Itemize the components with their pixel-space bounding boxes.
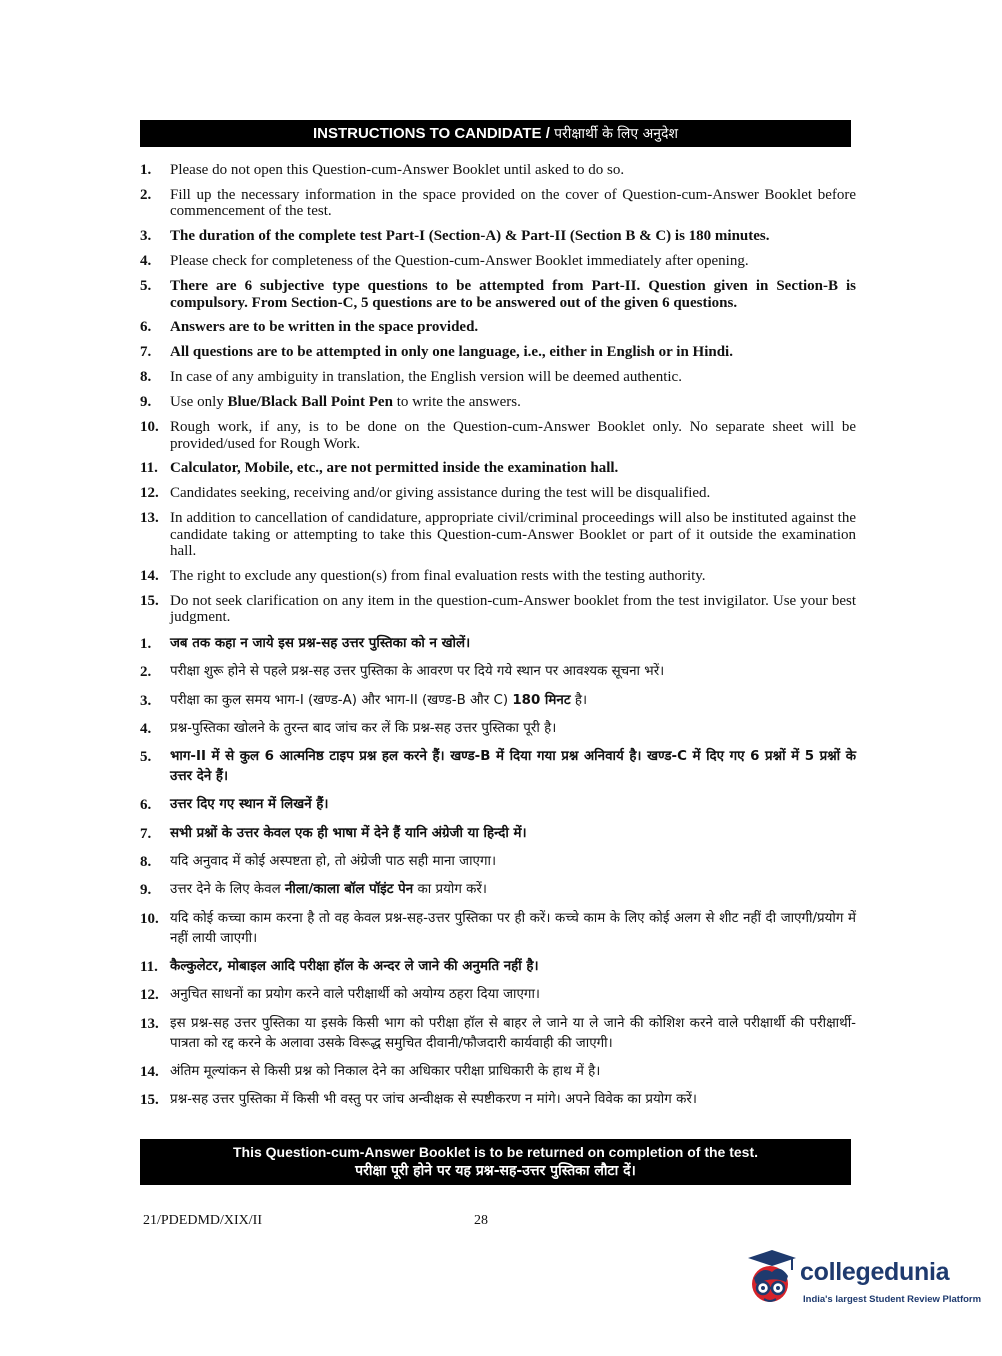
item-text: Please check for completeness of the Question-cum-Answer Booklet immediately after opening. [170, 253, 749, 270]
item-text: In addition to cancellation of candidature, appropriate civil/criminal proceedings will also be instituted against the candidate taking or attempting to take this Question-cum-Answer Booklet or part of it outside the examination hall. [170, 510, 856, 560]
item-text: The duration of the complete test Part-I (Section-A) & Part-II (Section B & C) is 180 minutes. [170, 228, 770, 245]
item-number: 6. [140, 319, 152, 336]
logo-brand: collegedunia [800, 1258, 950, 1286]
item-text-bold: नीला/काला बॉल पॉइंट पेन [284, 882, 414, 898]
list-item [140, 319, 856, 336]
item-text-post: to write the answers. [392, 394, 521, 411]
list-item [140, 369, 856, 386]
item-text [170, 394, 856, 411]
item-number: 12. [140, 987, 159, 1004]
item-number: 14. [140, 1063, 159, 1080]
item-text: अंतिम मूल्यांकन से किसी प्रश्न को निकाल देने का अधिकार परीक्षा प्राधिकारी के हाथ में है। [170, 1063, 601, 1079]
item-text: प्रश्न-सह उत्तर पुस्तिका में किसी भी वस्तु पर जांच अन्वीक्षक से स्पष्टीकरण न मांगे। अपने विवेक का प्रयोग करें। [170, 1092, 697, 1108]
item-text: Do not seek clarification on any item in the question-cum-Answer booklet from the test invigilator. Use your best judgment. [170, 592, 856, 626]
item-number: 3. [140, 692, 152, 709]
item-number: 5. [140, 749, 152, 766]
item-text: भाग-II में से कुल 6 आत्मनिष्ठ टाइप प्रश्न हल करने हैं। खण्ड-B में दिया गया प्रश्न अनिवार्य है। खण्ड-C में दिए गए 6 प्रश्नों में 5 प्रश्नों के उत्तर देने हैं। [170, 749, 856, 785]
item-number: 10. [140, 419, 159, 436]
item-text: All questions are to be attempted in only one language, i.e., either in English or in Hindi. [170, 344, 733, 361]
item-number: 6. [140, 797, 152, 814]
list-item [140, 162, 856, 179]
list-item [140, 1090, 856, 1110]
list-item [140, 253, 856, 270]
item-number: 8. [140, 369, 152, 386]
item-text: Fill up the necessary information in the space provided on the cover of Question-cum-Answer Booklet before commencement of the test. [170, 186, 856, 220]
item-number: 9. [140, 882, 152, 899]
list-item [140, 662, 856, 682]
item-number: 2. [140, 186, 152, 203]
list-item [140, 278, 856, 311]
item-text: यदि अनुवाद में कोई अस्पष्टता हो, तो अंग्रेजी पाठ सही माना जाएगा। [170, 854, 497, 870]
item-text: Rough work, if any, is to be done on the Question-cum-Answer Booklet only. No separate sheet will be provided/used for Rough Work. [170, 419, 856, 452]
item-number: 10. [140, 910, 159, 927]
list-item [140, 228, 856, 245]
list-item [140, 957, 856, 977]
item-text: There are 6 subjective type questions to be attempted from Part-II. Question given in Section-B is compulsory. From Section-C, 5 questions are to be answered out of the given 6 questions. [170, 278, 856, 311]
item-text: उत्तर दिए गए स्थान में लिखनें हैं। [170, 797, 329, 813]
collegedunia-logo [742, 1248, 982, 1312]
item-number: 14. [140, 568, 159, 585]
list-item [140, 1062, 856, 1082]
item-text: सभी प्रश्नों के उत्तर केवल एक ही भाषा में देने हैं यानि अंग्रेजी या हिन्दी में। [170, 825, 527, 841]
list-item [140, 510, 856, 560]
item-number: 2. [140, 664, 152, 681]
item-text: The right to exclude any question(s) from final evaluation rests with the testing authority. [170, 568, 706, 585]
item-text: कैल्कुलेटर, मोबाइल आदि परीक्षा हॉल के अन्दर ले जाने की अनुमति नहीं है। [170, 958, 539, 974]
item-number: 13. [140, 1015, 159, 1032]
item-number: 12. [140, 485, 159, 502]
item-text: Answers are to be written in the space provided. [170, 319, 479, 336]
mascot-icon [742, 1248, 800, 1312]
item-text: Calculator, Mobile, etc., are not permitted inside the examination hall. [170, 460, 619, 477]
item-number: 4. [140, 253, 152, 270]
item-number: 13. [140, 510, 159, 527]
item-text [170, 691, 856, 711]
item-text: यदि कोई कच्चा काम करना है तो वह केवल प्रश्न-सह-उत्तर पुस्तिका पर ही करें। कच्चे काम के लिए कोई अलग से शीट नहीं दी जाएगी/प्रयोग में नहीं लायी जाएगी। [170, 910, 856, 946]
item-text: जब तक कहा न जाये इस प्रश्न-सह उत्तर पुस्तिका को न खोलें। [170, 636, 471, 651]
list-item [140, 460, 856, 477]
list-item [140, 985, 856, 1005]
item-number: 1. [140, 162, 152, 178]
item-number: 1. [140, 636, 152, 652]
list-item [140, 568, 856, 585]
list-item [140, 187, 856, 220]
item-number: 15. [140, 1092, 159, 1109]
list-item [140, 634, 856, 654]
list-item [140, 719, 856, 739]
item-text-bold: 180 मिनट [512, 692, 571, 708]
list-item [140, 909, 856, 949]
item-text-pre: परीक्षा का कुल समय भाग-I (खण्ड-A) और भाग-II (खण्ड-B और C) [170, 692, 513, 708]
list-item [140, 344, 856, 361]
list-item [140, 691, 856, 711]
logo-tagline: India's largest Student Review Platform [803, 1294, 982, 1305]
item-text: अनुचित साधनों का प्रयोग करने वाले परीक्षार्थी को अयोग्य ठहरा दिया जाएगा। [170, 987, 541, 1003]
list-item [140, 394, 856, 411]
item-number: 7. [140, 825, 152, 842]
item-number: 4. [140, 720, 152, 737]
item-text: Please do not open this Question-cum-Answer Booklet until asked to do so. [170, 162, 625, 178]
header-separator: / [541, 125, 555, 142]
item-text-post: का प्रयोग करें। [413, 882, 487, 898]
booklet-code: 21/PDEDMD/XIX/II [143, 1213, 262, 1228]
list-item [140, 593, 856, 626]
item-number: 5. [140, 278, 152, 295]
item-number: 15. [140, 592, 159, 609]
instructions-header [140, 120, 851, 147]
item-number: 8. [140, 854, 152, 871]
list-item [140, 824, 856, 844]
item-text [170, 880, 856, 900]
page-number: 28 [474, 1213, 488, 1228]
header-title-hi: परीक्षार्थी के लिए अनुदेश [554, 126, 679, 142]
item-text-pre: उत्तर देने के लिए केवल [170, 882, 285, 898]
item-number: 11. [140, 958, 158, 975]
list-item [140, 852, 856, 872]
return-booklet-banner [140, 1139, 851, 1185]
item-number: 7. [140, 344, 152, 361]
item-text: इस प्रश्न-सह उत्तर पुस्तिका या इसके किसी भाग को परीक्षा हॉल से बाहर ले जाने या ले जाने की कोशिश करने वाले परीक्षार्थी की परीक्षार्थी-पात्रता को रद्द करने के अलावा उसके विरूद्ध समुचित दीवानी/फौजदारी कार्यवाही की जाएगी। [170, 1015, 856, 1051]
item-number: 9. [140, 394, 152, 411]
item-text: In case of any ambiguity in translation, the English version will be deemed authentic. [170, 369, 682, 386]
item-text-pre: Use only [170, 394, 228, 411]
english-instructions [140, 162, 856, 634]
hindi-instructions [140, 634, 856, 1118]
item-text: Candidates seeking, receiving and/or giving assistance during the test will be disqualified. [170, 485, 711, 502]
item-text: परीक्षा शुरू होने से पहले प्रश्न-सह उत्तर पुस्तिका के आवरण पर दिये गये स्थान पर आवश्यक सूचना भरें। [170, 664, 665, 680]
list-item [140, 795, 856, 815]
item-text-post: है। [570, 692, 588, 708]
list-item [140, 485, 856, 502]
return-notice-hi: परीक्षा पूरी होने पर यह प्रश्न-सह-उत्तर पुस्तिका लौटा दें। [355, 1163, 636, 1179]
list-item [140, 1014, 856, 1054]
header-title-en: INSTRUCTIONS TO CANDIDATE [312, 125, 542, 142]
item-text-bold: Blue/Black Ball Point Pen [227, 394, 393, 411]
list-item [140, 419, 856, 452]
list-item [140, 880, 856, 900]
list-item [140, 747, 856, 787]
return-notice-en: This Question-cum-Answer Booklet is to be returned on completion of the test. [232, 1144, 759, 1160]
item-number: 11. [140, 460, 158, 477]
item-text: प्रश्न-पुस्तिका खोलने के तुरन्त बाद जांच कर लें कि प्रश्न-सह उत्तर पुस्तिका पूरी है। [170, 720, 557, 736]
item-number: 3. [140, 228, 152, 245]
